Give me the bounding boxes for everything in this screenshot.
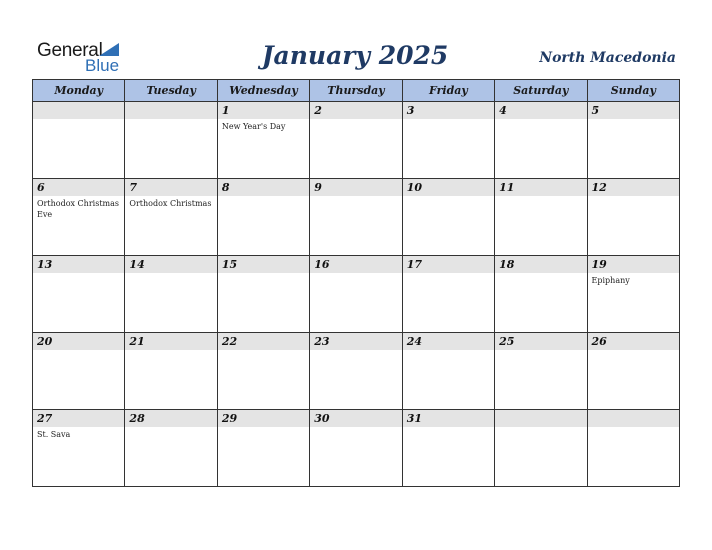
day-cell: [495, 179, 587, 256]
calendar-grid: [32, 79, 680, 487]
day-number: 6: [33, 179, 124, 196]
weekday-saturday: Saturday: [495, 80, 587, 102]
day-cell: [495, 333, 587, 410]
holiday-label: St. Sava: [37, 430, 71, 439]
weekday-monday: Monday: [33, 80, 125, 102]
day-cell: [217, 410, 309, 487]
day-number: 26: [588, 333, 679, 350]
day-cell: [402, 256, 494, 333]
day-cell: [33, 333, 125, 410]
day-cell: [33, 256, 125, 333]
day-cell: [217, 333, 309, 410]
day-number: 19: [588, 256, 679, 273]
week-row: [33, 102, 680, 179]
weekday-thursday: Thursday: [310, 80, 402, 102]
day-number: 8: [218, 179, 309, 196]
generalblue-logo: [37, 40, 127, 74]
logo-triangle-icon: [99, 43, 119, 56]
logo-text-blue: Blue: [85, 56, 120, 75]
day-number: 3: [403, 102, 494, 119]
country-label: North Macedonia: [539, 50, 676, 66]
day-cell: [217, 179, 309, 256]
day-cell: [125, 333, 217, 410]
day-cell: [495, 256, 587, 333]
day-number: 10: [403, 179, 494, 196]
day-cell: [125, 102, 217, 179]
day-number: 21: [125, 333, 216, 350]
day-cell: [587, 179, 679, 256]
day-cell: [125, 256, 217, 333]
day-number: 17: [403, 256, 494, 273]
day-cell: [587, 333, 679, 410]
day-cell: [587, 410, 679, 487]
week-row: [33, 256, 680, 333]
day-cell: [495, 410, 587, 487]
week-row: [33, 179, 680, 256]
day-number: 27: [33, 410, 124, 427]
day-number: 16: [310, 256, 401, 273]
day-cell: [310, 179, 402, 256]
day-number: 12: [588, 179, 679, 196]
day-number: [33, 102, 124, 119]
day-number: 15: [218, 256, 309, 273]
day-cell: [310, 333, 402, 410]
day-number: 1: [218, 102, 309, 119]
weekday-tuesday: Tuesday: [125, 80, 217, 102]
holiday-label: New Year's Day: [221, 122, 286, 131]
day-cell: [587, 102, 679, 179]
day-number: 28: [125, 410, 216, 427]
day-number: 30: [310, 410, 401, 427]
day-cell: [33, 179, 125, 256]
day-cell: [587, 256, 679, 333]
day-cell: [402, 410, 494, 487]
day-cell: [310, 256, 402, 333]
day-cell: [310, 102, 402, 179]
holiday-label: Orthodox Christmas Eve: [37, 199, 119, 219]
day-cell: [125, 179, 217, 256]
day-cell: [217, 102, 309, 179]
day-number: 29: [218, 410, 309, 427]
weekday-wednesday: Wednesday: [217, 80, 309, 102]
week-row: [33, 333, 680, 410]
day-number: 13: [33, 256, 124, 273]
day-number: 22: [218, 333, 309, 350]
day-number: [495, 410, 586, 427]
day-number: 23: [310, 333, 401, 350]
day-cell: [125, 410, 217, 487]
day-number: 14: [125, 256, 216, 273]
day-cell: [217, 256, 309, 333]
day-number: 9: [310, 179, 401, 196]
day-number: 31: [403, 410, 494, 427]
day-number: 2: [310, 102, 401, 119]
calendar-title: January 2025: [261, 41, 449, 70]
week-row: [33, 410, 680, 487]
day-cell: [402, 102, 494, 179]
day-cell: [33, 102, 125, 179]
day-number: 24: [403, 333, 494, 350]
day-number: 20: [33, 333, 124, 350]
logo-text-general: General: [37, 40, 103, 61]
day-number: 18: [495, 256, 586, 273]
day-number: [125, 102, 216, 119]
day-number: 5: [588, 102, 679, 119]
day-cell: [402, 333, 494, 410]
day-cell: [495, 102, 587, 179]
day-number: 25: [495, 333, 586, 350]
holiday-label: Orthodox Christmas: [129, 199, 212, 208]
day-number: 7: [125, 179, 216, 196]
holiday-label: Epiphany: [591, 276, 630, 285]
day-number: [588, 410, 679, 427]
weekday-header-row: [33, 80, 680, 102]
day-number: 11: [495, 179, 586, 196]
day-number: 4: [495, 102, 586, 119]
weekday-sunday: Sunday: [587, 80, 679, 102]
weekday-friday: Friday: [402, 80, 494, 102]
day-cell: [310, 410, 402, 487]
day-cell: [402, 179, 494, 256]
day-cell: [33, 410, 125, 487]
